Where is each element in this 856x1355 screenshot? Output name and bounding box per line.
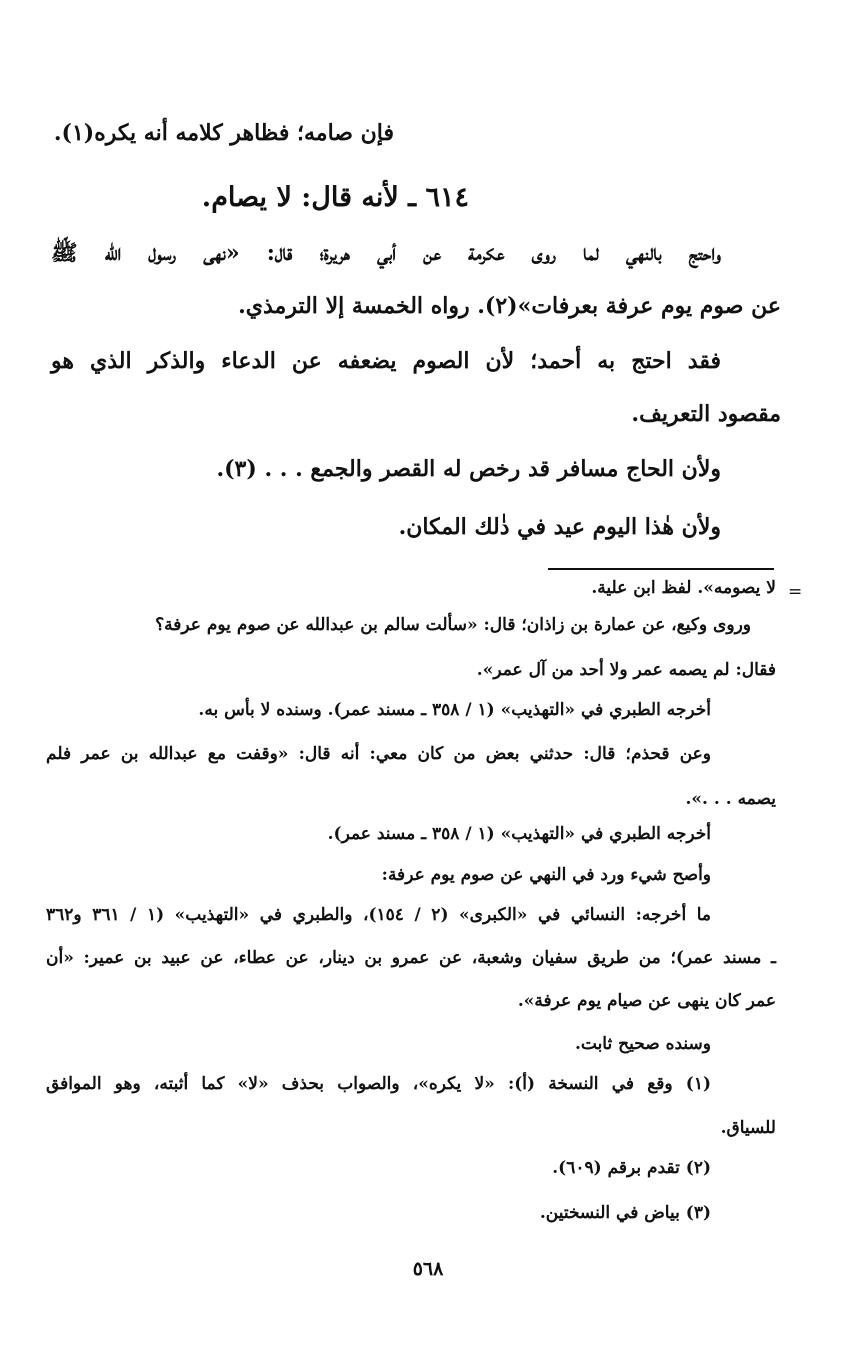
footnote-line: ـ مسند عمر)؛ من طريق سفيان وشعبة، عن عمرو بن دينار، عن عطاء، عن عبيد بن عمير: «أن [46, 948, 776, 968]
text-line: فقد احتج به أحمد؛ لأن الصوم يضعفه عن الدعاء والذكر الذي هو [51, 348, 721, 374]
footnote-line: وروى وكيع، عن عمارة بن زاذان؛ قال: «سألت سالم بن عبدالله عن صوم يوم عرفة؟ [155, 615, 751, 635]
footnote-line: أخرجه الطبري في «التهذيب» (١ / ٣٥٨ ـ مسند عمر). [327, 824, 711, 844]
footnote-line: وعن قحذم؛ قال: حدثني بعض من كان معي: أنه قال: «وقفت مع عبدالله بن عمر فلم [46, 744, 712, 764]
footnote-line: فقال: لم يصمه عمر ولا أحد من آل عمر». [476, 660, 776, 680]
text-line: ولأن هٰذا اليوم عيد في ذٰلك المكان. [398, 514, 721, 540]
continuation-mark: = [788, 582, 803, 602]
footnote-line: وسنده صحيح ثابت. [574, 1034, 711, 1054]
footnote-2: (٢) تقدم برقم (٦٠٩). [552, 1158, 711, 1178]
footnote-line: عمر كان ينهى عن صيام يوم عرفة». [517, 991, 776, 1011]
section-heading: ٦١٤ ـ لأنه قال: لا يصام. [201, 182, 469, 213]
text-line: واحتج بالنهي لما روى عكرمة عن أبي هريرة؛ قال: «نهى رسول الله ﷺ [51, 240, 721, 266]
footnote-1-line: (١) وقع في النسخة (أ): «لا يكره»، والصواب بحذف «لا» كما أثبته، وهو الموافق [46, 1074, 711, 1094]
footnote-line: أخرجه الطبري في «التهذيب» (١ / ٣٥٨ ـ مسند عمر). وسنده لا بأس به. [198, 700, 711, 720]
footnote-1-line: للسياق. [720, 1118, 776, 1138]
text-line: فإن صامه؛ فظاهر كلامه أنه يكره(١). [53, 120, 394, 146]
footnote-3: (٣) بياض في النسختين. [539, 1203, 711, 1223]
text-line: مقصود التعريف. [631, 401, 781, 427]
text-line: ولأن الحاج مسافر قد رخص له القصر والجمع . . . (٣). [216, 456, 721, 482]
footnote-line: يصمه . . .». [685, 789, 776, 809]
footnote-line: وأصح شيء ورد في النهي عن صوم يوم عرفة: [381, 865, 711, 885]
footnote-separator [548, 568, 774, 570]
footnote-line: ما أخرجه: النسائي في «الكبرى» (٢ / ١٥٤)، والطبري في «التهذيب» (١ / ٣٦١ و٣٦٢ [46, 905, 712, 925]
page-number: ٥٦٨ [412, 1258, 444, 1280]
footnote-line: لا يصومه». لفظ ابن علية. [591, 578, 776, 598]
text-line: عن صوم يوم عرفة بعرفات»(٢). رواه الخمسة إلا الترمذي. [238, 293, 781, 319]
